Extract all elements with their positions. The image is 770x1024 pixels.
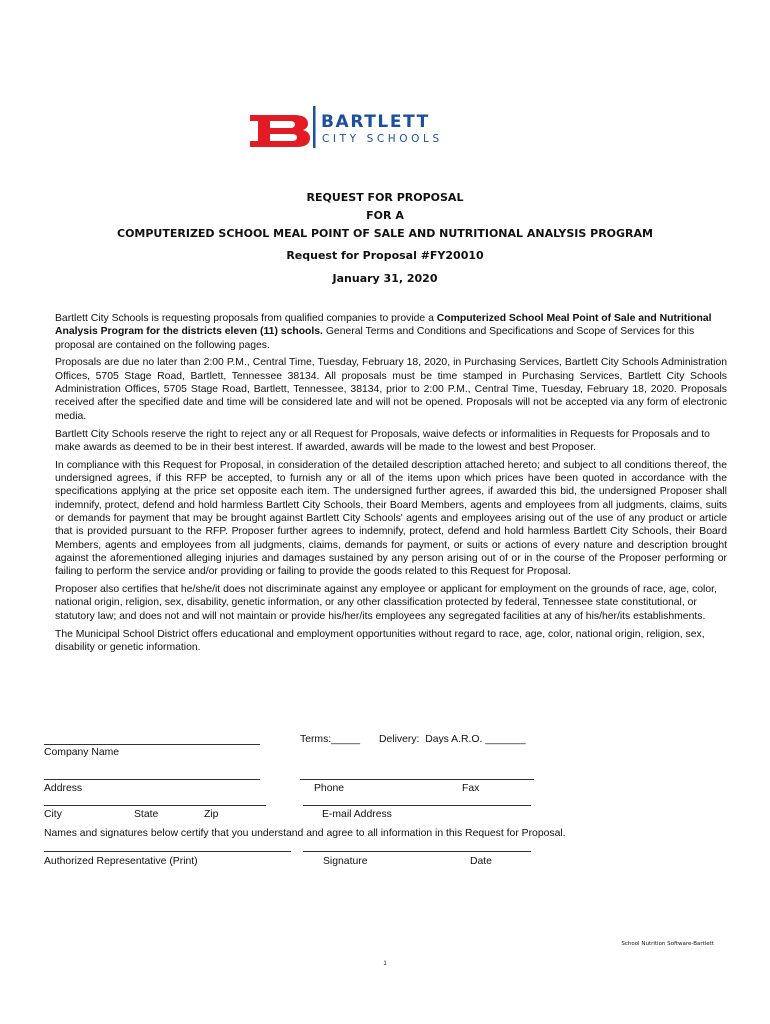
fax-label: Fax — [462, 783, 480, 794]
email-line[interactable] — [303, 805, 531, 806]
logo-divider — [313, 106, 316, 148]
paragraph-intro: Bartlett City Schools is requesting proposals from qualified companies to provide a Computerized School Meal Point of Sale and Nutritional Analysis Program for the districts eleven (11) schools. General Terms and Conditions and Specifications and Scope of Services for this proposal are contained on the following pages. — [55, 313, 712, 351]
email-label: E-mail Address — [322, 809, 392, 820]
logo-subtitle: CITY SCHOOLS — [322, 133, 443, 145]
terms-field[interactable]: Terms:_____ — [300, 734, 361, 745]
paragraph-equal-opportunity: The Municipal School District offers educational and employment opportunities without regard to race, age, color, national origin, religion, sex, disability or genetic information. — [55, 628, 705, 653]
zip-label: Zip — [204, 809, 219, 820]
paragraph-nondiscrimination: Proposer also certifies that he/she/it does not discriminate against any employee or applicant for employment on the grounds of race, age, color, national origin, religion, sex, disability, genetic information, or any other classification protected by federal, Tennessee state constitutional, or statutory law; and does not and will not maintain or provide his/her/its employees any segregated facilities at any of his/her/its establishments. — [55, 584, 717, 622]
address-label: Address — [44, 783, 83, 794]
representative-label: Authorized Representative (Print) — [44, 856, 198, 867]
body-text — [55, 312, 727, 659]
footer-text: School Nutrition Software-Bartlett — [621, 941, 714, 947]
signature-label: Signature — [323, 856, 368, 867]
date-label: Date — [470, 856, 492, 867]
paragraph-compliance: In compliance with this Request for Proposal, in consideration of the detailed description attached hereto; and subject to all conditions thereof, the undersigned agrees, if this RFP be accepted, to furnish any or all of the items upon which prices have been quoted in accordance with the specifications applying at the price set opposite each item. The undersigned further agrees, if awarded this bid, the undersigned Proposer shall indemnify, protect, defend and hold harmless Bartlett City Schools, their Board Members, agents and employees from all judgments, claims, suits or demands for payment that may be brought against Bartlett City Schools' agents and employees arising out of the use of any product or article that is provided pursuant to the RFP. Proposer further agrees to indemnify, protect, defend and hold harmless Bartlett City Schools, their Board Members, agents and employees from all judgments, claims, demands for payment, or suits or actions of every nature and description brought against the aforementioned alleging injuries and damages sustained by any person arising out of or in the course of the Proposer performing or failing to perform the service and/or providing or failing to provide the goods related to this Request for Proposal. — [55, 459, 727, 578]
representative-line[interactable] — [44, 851, 291, 852]
company-name-label: Company Name — [44, 747, 120, 758]
page-number: 1 — [383, 961, 387, 967]
logo-name: BARTLETT — [321, 112, 430, 132]
bartlett-city-schools-logo — [250, 104, 470, 150]
certification-statement: Names and signatures below certify that you understand and agree to all information in this Request for Proposal. — [44, 828, 566, 839]
city-label: City — [44, 809, 62, 820]
title-block — [0, 189, 770, 288]
company-name-line[interactable] — [44, 744, 260, 745]
signature-date-line[interactable] — [303, 851, 531, 852]
paragraph-rights: Bartlett City Schools reserve the right to reject any or all Request for Proposals, waive defects or informalities in Requests for Proposals and to make awards as deemed to be in their best interest. If awarded, awards will be made to the lowest and best Proposer. — [55, 428, 710, 453]
logo-b-mark — [250, 115, 310, 147]
city-state-zip-line[interactable] — [44, 805, 266, 806]
phone-fax-line[interactable] — [300, 779, 534, 780]
title-line-3: COMPUTERIZED SCHOOL MEAL POINT OF SALE AND NUTRITIONAL ANALYSIS PROGRAM — [117, 227, 653, 240]
program-name: Computerized School Meal Point of Sale and Nutritional Analysis Program for the districts eleven (11) schools. — [55, 313, 712, 338]
title-line-1: REQUEST FOR PROPOSAL — [306, 191, 464, 204]
state-label: State — [134, 809, 159, 820]
title-line-2: FOR A — [366, 209, 404, 222]
paragraph-deadline: Proposals are due no later than 2:00 P.M., Central Time, Tuesday, February 18, 2020, in Purchasing Services, Bartlett City Schools Administration Offices, 5705 Stage Road, Bartlett, Tennessee 38134. All proposals must be time stamped in Purchasing Services, Bartlett City Schools Administration Offices, 5705 Stage Road, Bartlett, Tennessee, 38134, prior to 2:00 P.M., Central Time, Tuesday, February 18, 2020. Proposals received after the specified date and time will be considered late and will not be opened. Proposals will not be accepted via any form of electronic media. — [55, 357, 727, 422]
address-line[interactable] — [44, 779, 260, 780]
delivery-field[interactable]: Delivery: Days A.R.O. _______ — [379, 734, 526, 745]
phone-label: Phone — [314, 783, 345, 794]
rfp-date: January 31, 2020 — [332, 272, 438, 285]
rfp-number: Request for Proposal #FY20010 — [286, 249, 484, 262]
